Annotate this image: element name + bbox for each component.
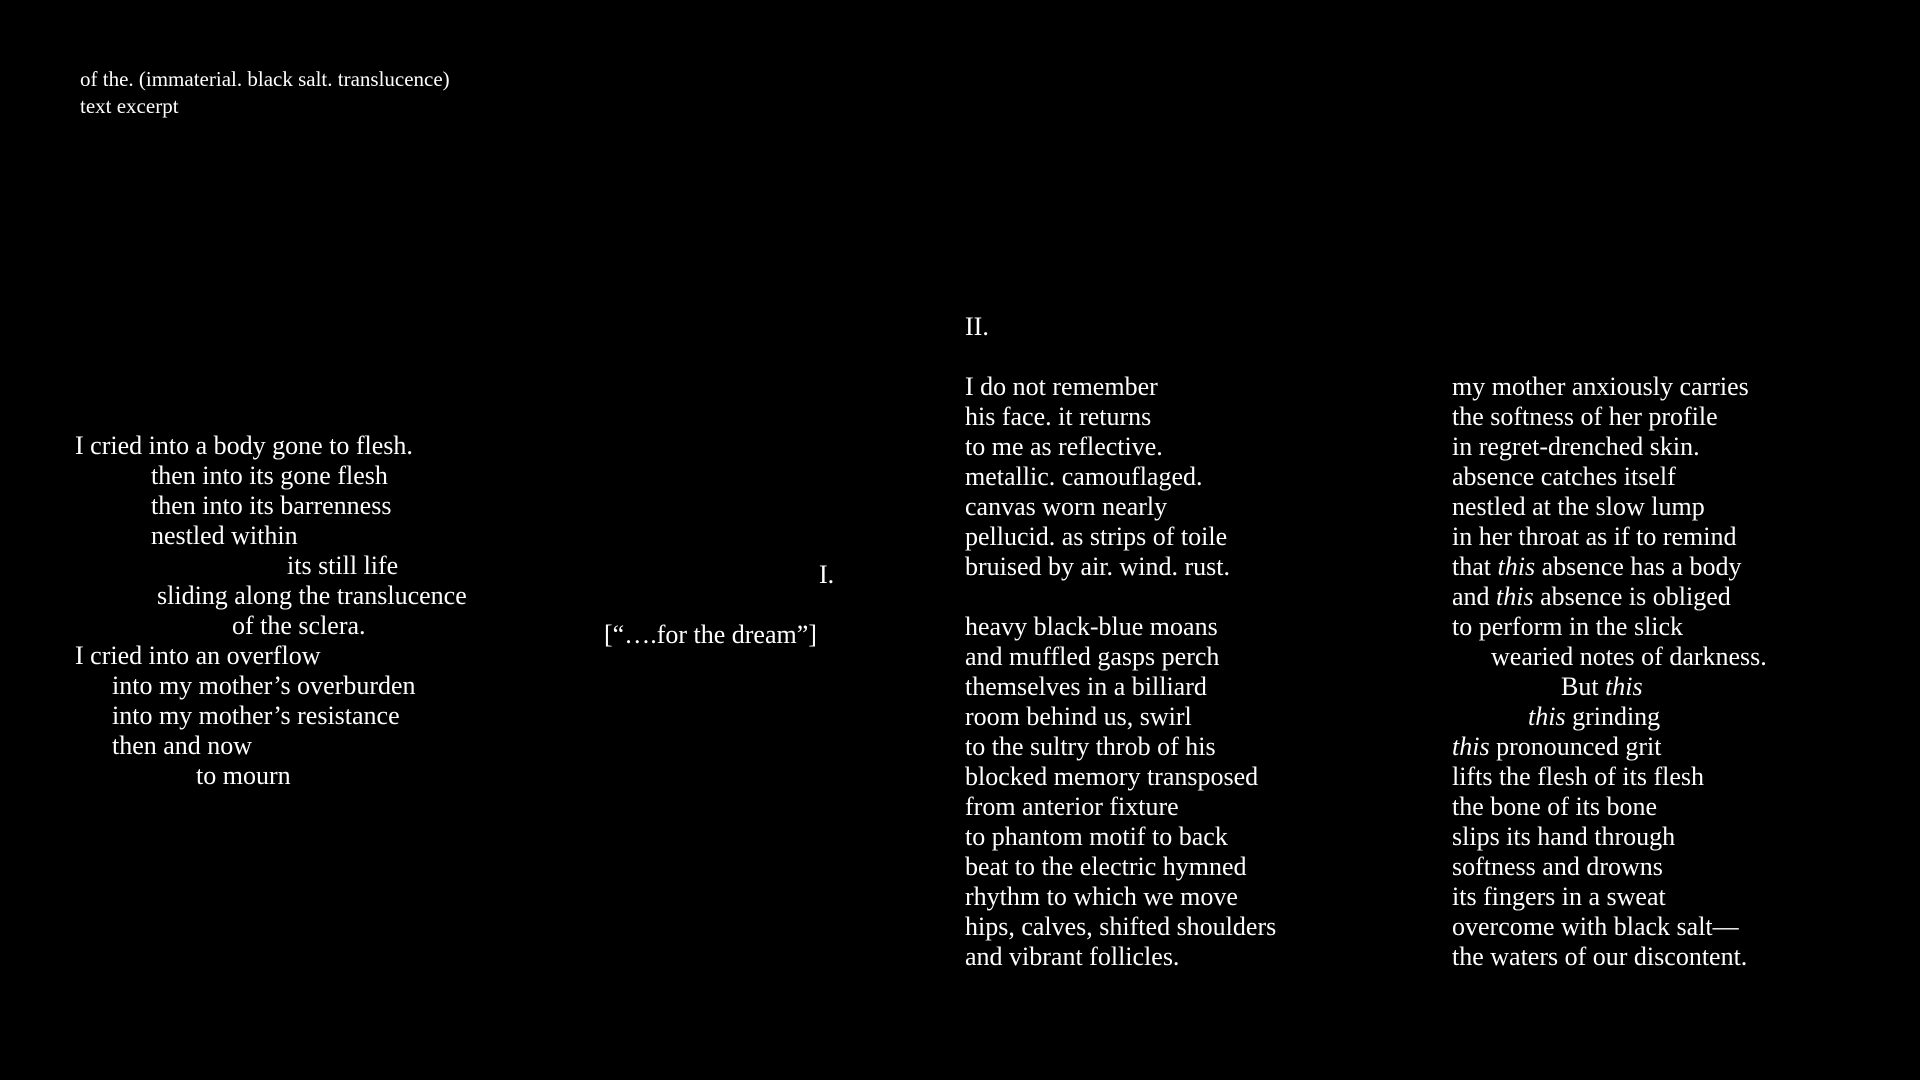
poem-line: then and now <box>112 731 253 760</box>
line-text: absence is obliged <box>1533 582 1731 611</box>
poem-line: from anterior fixture <box>965 792 1179 821</box>
work-title: of the. (immaterial. black salt. translucence) <box>80 67 450 91</box>
poem-line: absence catches itself <box>1452 462 1676 491</box>
poem-line: into my mother’s resistance <box>112 701 400 730</box>
section-two-numeral: II. <box>965 312 989 341</box>
poem-line: the bone of its bone <box>1452 792 1658 821</box>
poem-line: rhythm to which we move <box>965 882 1238 911</box>
poem-line: sliding along the translucence <box>157 581 467 610</box>
emphasis-text: this <box>1528 702 1566 731</box>
section-three-poem <box>1452 372 1767 972</box>
line-text: But <box>1561 672 1606 701</box>
poem-line: to me as reflective. <box>965 432 1163 461</box>
poem-line <box>1452 552 1767 582</box>
poem-line: bruised by air. wind. rust. <box>965 552 1231 581</box>
line-text: grinding <box>1565 702 1661 731</box>
poem-line: pellucid. as strips of toile <box>965 522 1228 551</box>
poem-line: heavy black-blue moans <box>965 612 1218 641</box>
poem-line: wearied notes of darkness. <box>1491 642 1767 671</box>
line-text: pronounced grit <box>1489 732 1662 761</box>
section-one-numeral: I. <box>819 560 835 589</box>
poem-line: into my mother’s overburden <box>112 671 416 700</box>
header <box>80 66 450 120</box>
poem-line: blocked memory transposed <box>965 762 1259 791</box>
line-text: absence has a body <box>1535 552 1742 581</box>
poem-line: and vibrant follicles. <box>965 942 1180 971</box>
poem-line: then into its barrenness <box>151 491 392 520</box>
emphasis-text: this <box>1605 672 1643 701</box>
poem-line: I cried into an overflow <box>75 641 321 670</box>
poem-line: hips, calves, shifted shoulders <box>965 912 1277 941</box>
poem-line: metallic. camouflaged. <box>965 462 1203 491</box>
poem-line: nestled at the slow lump <box>1452 492 1705 521</box>
emphasis-text: this <box>1452 732 1490 761</box>
section-one-epigraph: [“….for the dream”] <box>604 620 817 649</box>
emphasis-text: this <box>1496 582 1534 611</box>
poem-line: room behind us, swirl <box>965 702 1192 731</box>
section-one-poem <box>75 431 467 791</box>
poem-line <box>1452 672 1767 702</box>
poem-line: slips its hand through <box>1452 822 1676 851</box>
poem-line: to perform in the slick <box>1452 612 1684 641</box>
poem-line: to mourn <box>196 761 291 790</box>
poem-line: its fingers in a sweat <box>1452 882 1666 911</box>
poem-line: overcome with black salt— <box>1452 912 1739 941</box>
poem-line: in regret-drenched skin. <box>1452 432 1700 461</box>
poem-line: I do not remember <box>965 372 1158 401</box>
poem-line: lifts the flesh of its flesh <box>1452 762 1705 791</box>
section-two-poem <box>965 372 1276 972</box>
poem-line: the waters of our discontent. <box>1452 942 1748 971</box>
poem-line <box>1452 732 1767 762</box>
line-text: and <box>1452 582 1497 611</box>
poem-line: canvas worn nearly <box>965 492 1168 521</box>
poem-line: the softness of her profile <box>1452 402 1718 431</box>
poem-line: to phantom motif to back <box>965 822 1228 851</box>
poem-line: then into its gone flesh <box>151 461 388 490</box>
stanza-break <box>965 582 1276 612</box>
emphasis-text: this <box>1497 552 1536 581</box>
poem-line <box>1452 582 1767 612</box>
poem-line <box>1452 702 1767 732</box>
poem-line: nestled within <box>151 521 298 550</box>
poem-line: in her throat as if to remind <box>1452 522 1737 551</box>
poem-line: to the sultry throb of his <box>965 732 1216 761</box>
poem-line: my mother anxiously carries <box>1452 372 1749 401</box>
poem-line: beat to the electric hymned <box>965 852 1247 881</box>
poem-line: I cried into a body gone to flesh. <box>75 431 413 460</box>
poem-line: themselves in a billiard <box>965 672 1207 701</box>
poem-line: of the sclera. <box>232 611 366 640</box>
poem-line: his face. it returns <box>965 402 1152 431</box>
poem-line: and muffled gasps perch <box>965 642 1220 671</box>
poem-line: softness and drowns <box>1452 852 1663 881</box>
work-subtitle: text excerpt <box>80 94 179 118</box>
poem-line: its still life <box>287 551 399 580</box>
line-text: that <box>1452 552 1498 581</box>
